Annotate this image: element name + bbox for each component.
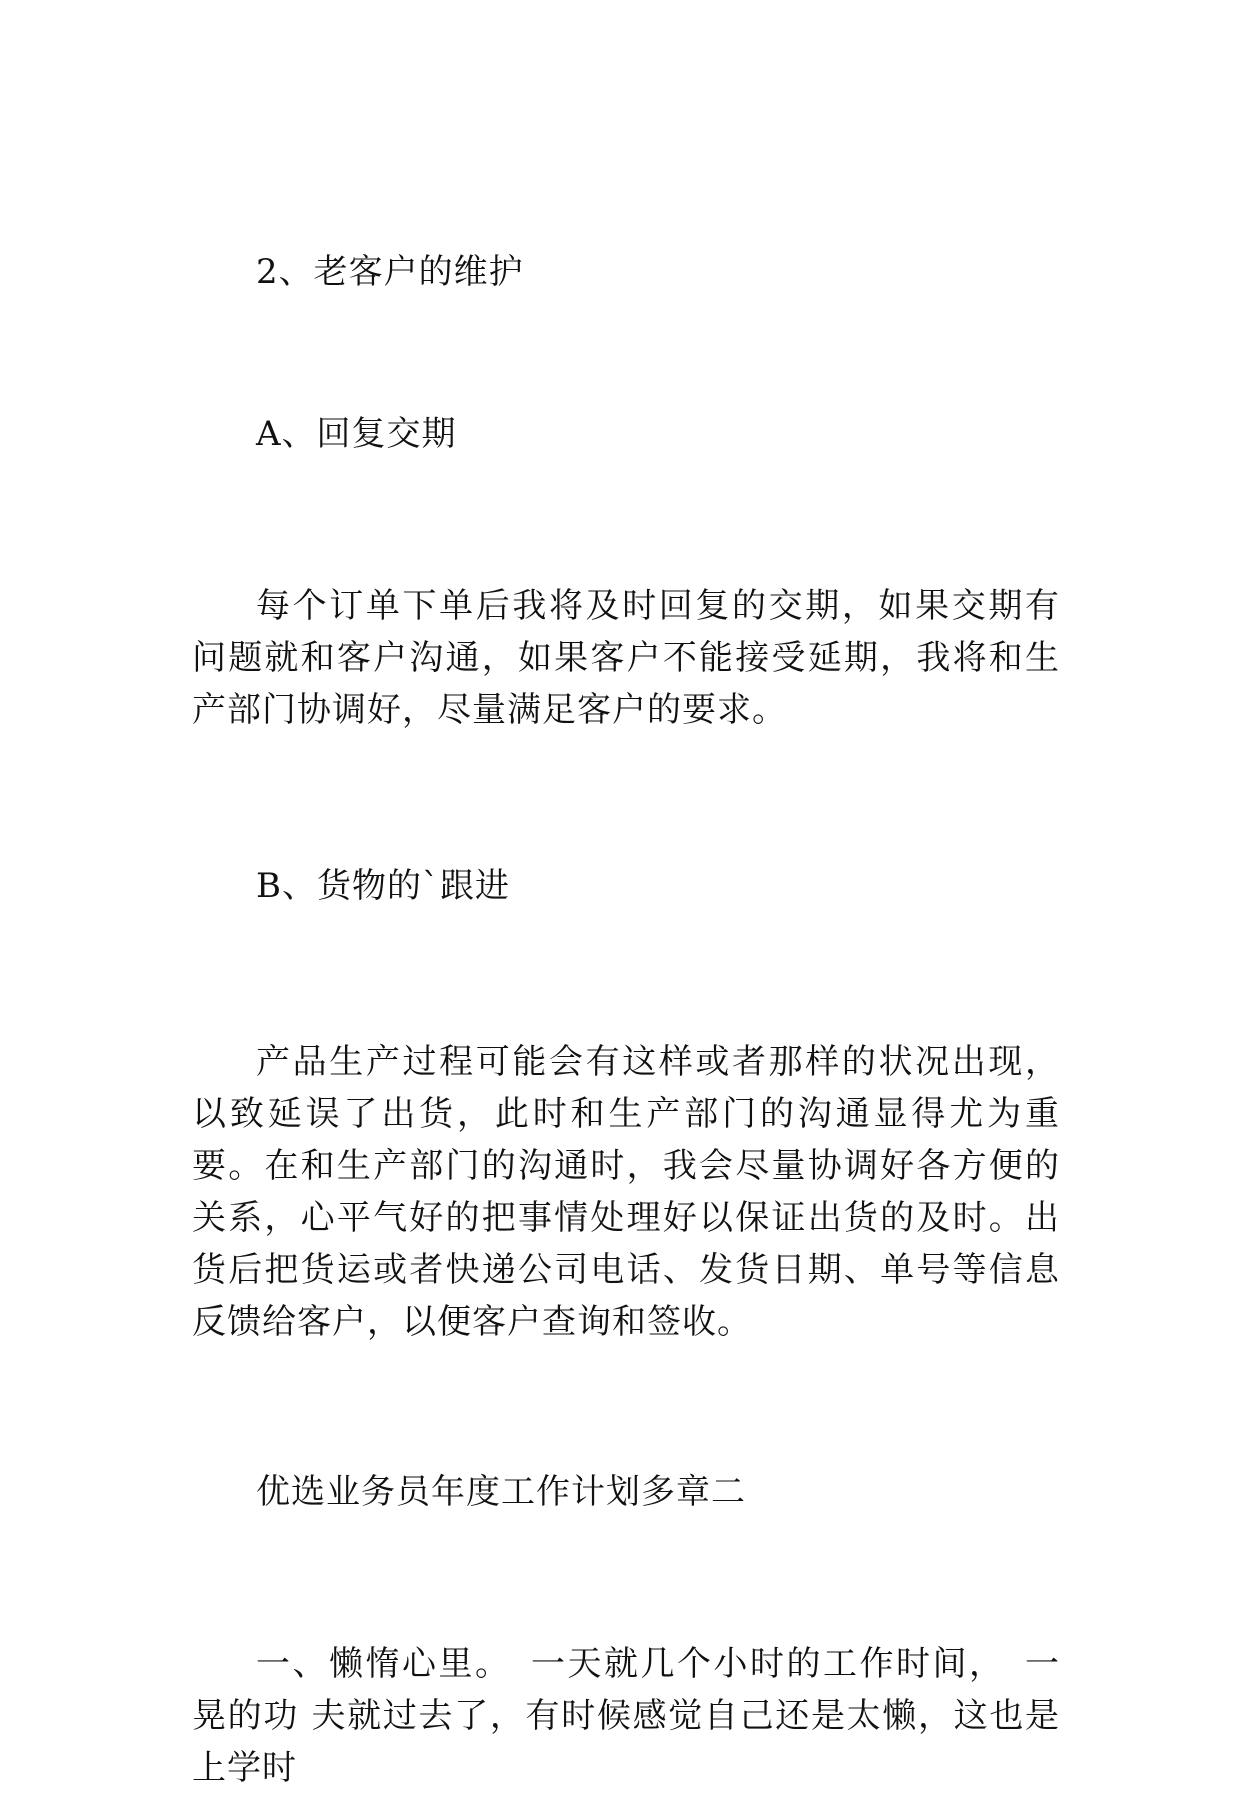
- section-heading-old-customer-maintenance: 2、老客户的维护: [256, 252, 524, 292]
- subheading-goods-follow-up: B、货物的`跟进: [256, 866, 510, 906]
- paragraph-reply-delivery: 每个订单下单后我将及时回复的交期，如果交期有问题就和客户沟通，如果客户不能接受延期，我将和生产部门协调好，尽量满足客户的要求。: [192, 586, 1060, 730]
- subheading-reply-delivery: A、回复交期: [256, 414, 457, 454]
- paragraph-goods-follow-up: 产品生产过程可能会有这样或者那样的状况出现，以致延误了出货，此时和生产部门的沟通显得尤为重要。在和生产部门的沟通时，我会尽量协调好各方便的关系，心平气好的把事情处理好以保证出货的及时。出货后把货运或者快递公司电话、发货日期、单号等信息反馈给客户，以便客户查询和签收。: [192, 1042, 1060, 1342]
- chapter-title: 优选业务员年度工作计划多章二: [256, 1472, 746, 1512]
- paragraph-laziness: 一、懒惰心里。 一天就几个小时的工作时间， 一晃的功 夫就过去了，有时候感觉自己还是太懒，这也是上学时: [192, 1644, 1060, 1788]
